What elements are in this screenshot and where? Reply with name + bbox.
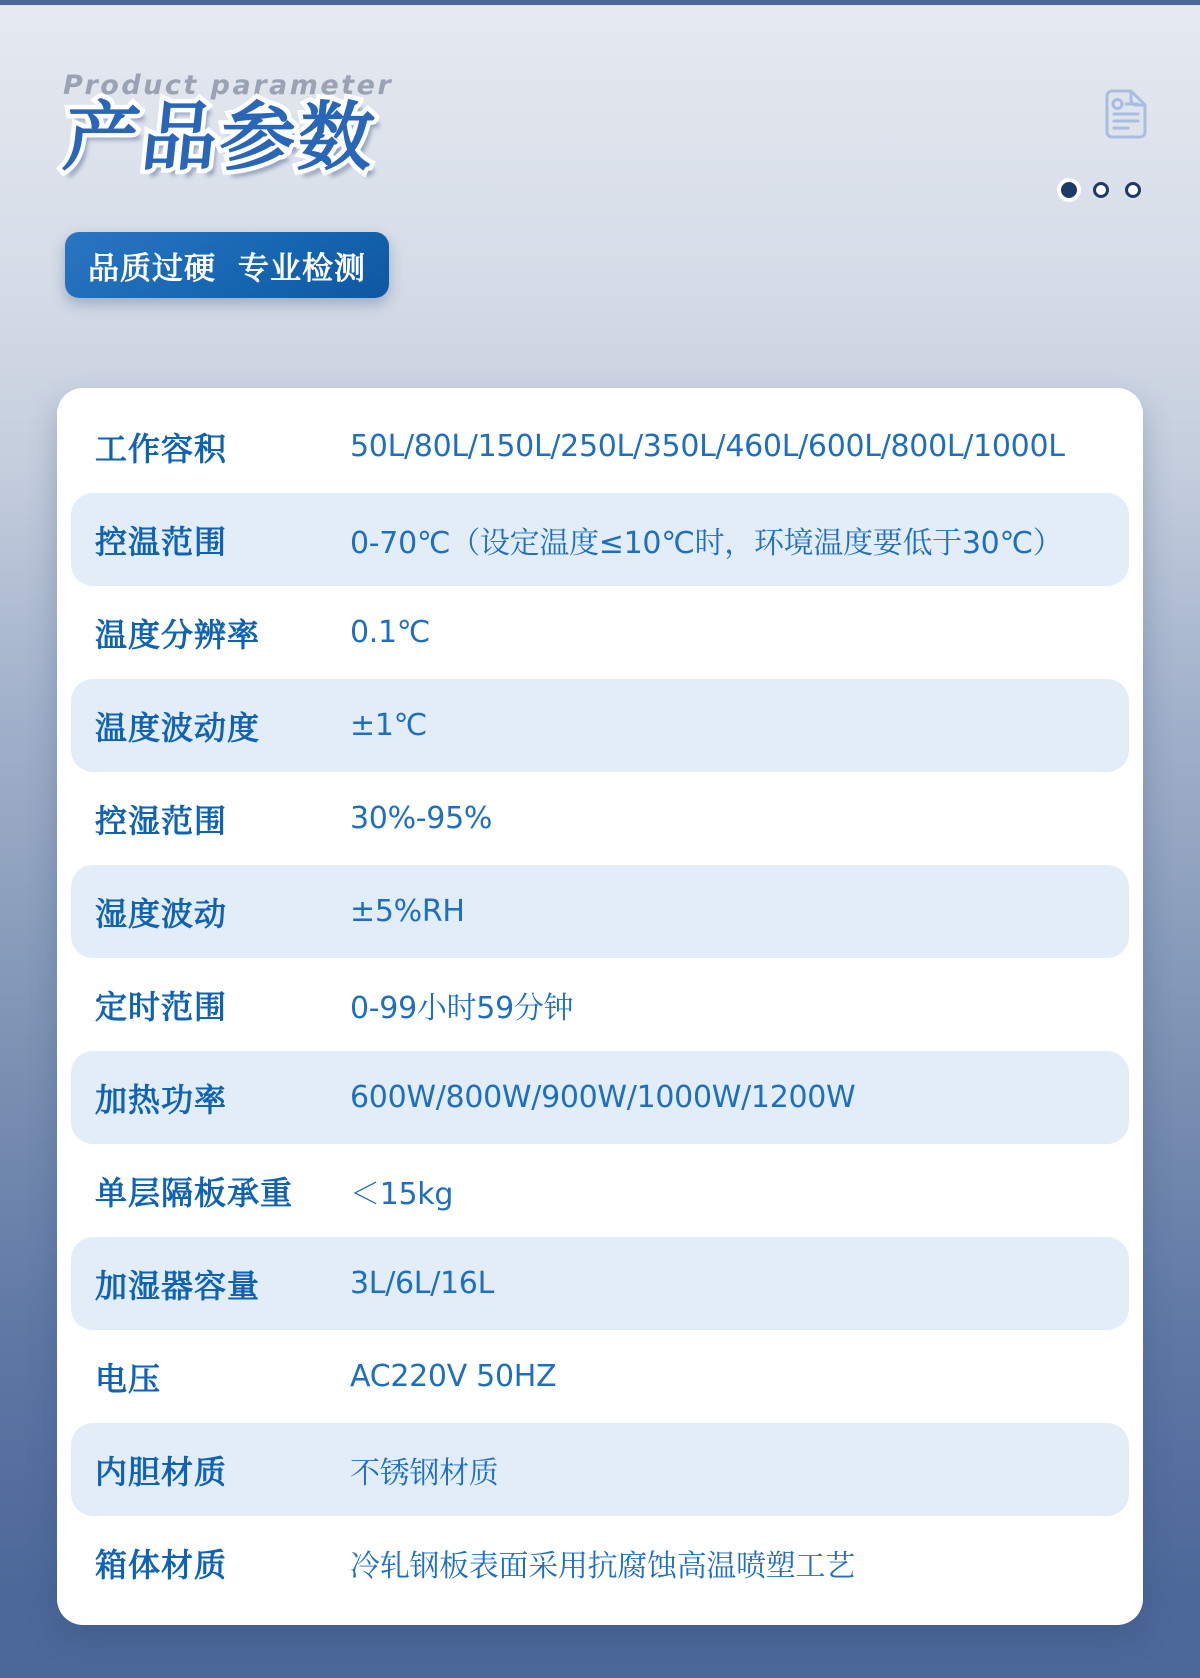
parameters-card <box>57 388 1143 1625</box>
row-value: 30%-95% <box>350 801 493 836</box>
badge-inspection-label: 专业检测 <box>238 250 366 287</box>
table-row <box>71 1051 1129 1144</box>
row-label: 箱体材质 <box>95 1545 228 1584</box>
table-row <box>71 1330 1129 1423</box>
badge-quality-label: 品质过硬 <box>88 250 216 287</box>
top-accent-bar <box>0 0 1200 5</box>
row-value: 0.1℃ <box>350 615 431 650</box>
row-value: 冷轧钢板表面采用抗腐蚀高温喷塑工艺 <box>350 1548 855 1584</box>
row-label: 单层隔板承重 <box>95 1173 294 1212</box>
row-label: 内胆材质 <box>95 1452 228 1491</box>
row-label: 定时范围 <box>95 987 228 1026</box>
table-row <box>71 1423 1129 1516</box>
table-row <box>71 865 1129 958</box>
table-row <box>71 679 1129 772</box>
row-value: 0-70℃（设定温度≤10℃时，环境温度要低于30℃） <box>350 525 1063 561</box>
page-title: 产品参数 产品参数 <box>60 96 381 179</box>
eyebrow-text: Product parameter <box>63 70 394 101</box>
row-label: 控湿范围 <box>95 801 228 840</box>
row-value: 0-99小时59分钟 <box>350 990 574 1026</box>
row-value: ±5%RH <box>350 894 465 929</box>
row-label: 工作容积 <box>95 429 228 468</box>
row-value: ±1℃ <box>350 708 428 743</box>
row-value: AC220V 50HZ <box>350 1359 557 1394</box>
row-label: 湿度波动 <box>95 894 228 933</box>
parameters-table <box>71 400 1129 1609</box>
carousel-dot-1[interactable] <box>1061 182 1077 198</box>
quality-badge <box>65 232 389 298</box>
row-value: 3L/6L/16L <box>350 1266 495 1301</box>
carousel-dots <box>1061 182 1141 198</box>
row-value: ＜15kg <box>350 1176 454 1212</box>
row-label: 电压 <box>95 1359 162 1398</box>
row-label: 加热功率 <box>95 1080 228 1119</box>
table-row <box>71 958 1129 1051</box>
table-row <box>71 493 1129 586</box>
row-value: 50L/80L/150L/250L/350L/460L/600L/800L/1000L <box>350 429 1065 464</box>
document-icon <box>1104 88 1148 140</box>
row-label: 加湿器容量 <box>95 1266 261 1305</box>
table-row <box>71 1237 1129 1330</box>
table-row <box>71 772 1129 865</box>
carousel-dot-2[interactable] <box>1093 182 1109 198</box>
row-value: 不锈钢材质 <box>350 1455 499 1491</box>
table-row <box>71 400 1129 493</box>
carousel-dot-3[interactable] <box>1125 182 1141 198</box>
table-row <box>71 586 1129 679</box>
table-row <box>71 1516 1129 1609</box>
row-label: 控温范围 <box>95 522 228 561</box>
table-row <box>71 1144 1129 1237</box>
row-value: 600W/800W/900W/1000W/1200W <box>350 1080 856 1115</box>
row-label: 温度分辨率 <box>95 615 261 654</box>
row-label: 温度波动度 <box>95 708 261 747</box>
